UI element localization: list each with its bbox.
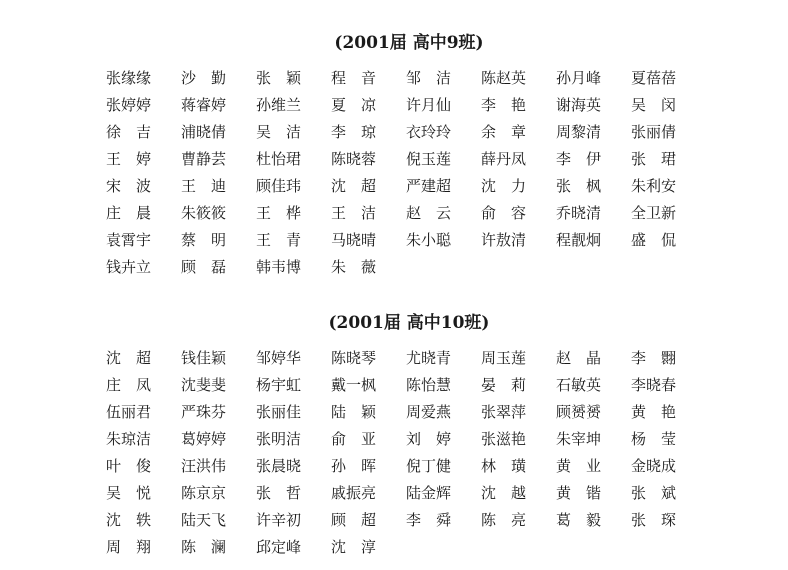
student-name: 浦晓倩 <box>181 123 227 141</box>
student-name: 李 舜 <box>406 511 452 529</box>
student-name: 乔晓清 <box>556 204 602 222</box>
student-name: 张 珺 <box>631 150 677 168</box>
student-name: 朱利安 <box>631 177 677 195</box>
student-name: 顾佳玮 <box>256 177 302 195</box>
student-name: 沈 力 <box>481 177 527 195</box>
student-name: 钱卉立 <box>106 258 152 276</box>
student-name: 许辛初 <box>256 511 302 529</box>
student-name: 陈赵英 <box>481 69 527 87</box>
student-name: 张 哲 <box>256 484 302 502</box>
student-name: 程 音 <box>331 69 377 87</box>
class-section-9 <box>106 30 706 281</box>
student-name: 林 璜 <box>481 457 527 475</box>
student-name: 孙 晖 <box>331 457 377 475</box>
student-name: 沈 轶 <box>106 511 152 529</box>
student-name: 邹婷华 <box>256 349 302 367</box>
student-name: 沈斐斐 <box>181 376 227 394</box>
student-name: 张丽佳 <box>256 403 302 421</box>
student-name: 尤晓青 <box>406 349 452 367</box>
student-name: 倪玉莲 <box>406 150 452 168</box>
student-name: 李晓春 <box>631 376 677 394</box>
student-name: 陈晓琴 <box>331 349 377 367</box>
student-name: 葛婷婷 <box>181 430 227 448</box>
student-name: 庄 凤 <box>106 376 152 394</box>
student-name: 周爱燕 <box>406 403 452 421</box>
student-name: 陈怡慧 <box>406 376 452 394</box>
student-name: 韩韦博 <box>256 258 302 276</box>
student-name: 朱小聪 <box>406 231 452 249</box>
student-name: 张滋艳 <box>481 430 527 448</box>
student-name: 顾赟赟 <box>556 403 602 421</box>
student-name: 许敖清 <box>481 231 527 249</box>
student-name: 戚振亮 <box>331 484 377 502</box>
student-name: 夏 凉 <box>331 96 377 114</box>
student-name: 杨 莹 <box>631 430 677 448</box>
student-name: 徐 吉 <box>106 123 152 141</box>
student-name: 王 婷 <box>106 150 152 168</box>
section-title: (2001届 高中9班) <box>334 33 484 53</box>
student-name: 李 伊 <box>556 150 602 168</box>
student-name: 晏 莉 <box>481 376 527 394</box>
class-section-10 <box>106 310 706 561</box>
student-name: 沈 超 <box>106 349 152 367</box>
student-name: 蒋睿婷 <box>181 96 227 114</box>
student-name: 陆金辉 <box>406 484 452 502</box>
student-name: 沈 超 <box>331 177 377 195</box>
student-name: 黄 锴 <box>556 484 602 502</box>
student-name: 朱琼洁 <box>106 430 152 448</box>
student-name: 蔡 明 <box>181 231 227 249</box>
student-name: 吴 洁 <box>256 123 302 141</box>
student-name: 沙 勤 <box>181 69 227 87</box>
student-name: 孙月峰 <box>556 69 602 87</box>
student-name: 戴一枫 <box>331 376 377 394</box>
student-name: 许月仙 <box>406 96 452 114</box>
student-name: 李 艳 <box>481 96 527 114</box>
name-grid <box>106 65 706 281</box>
student-name: 程靓炯 <box>556 231 602 249</box>
student-name: 张 枫 <box>556 177 602 195</box>
student-name: 曹静芸 <box>181 150 227 168</box>
student-name: 汪洪伟 <box>181 457 227 475</box>
student-name: 王 桦 <box>256 204 302 222</box>
name-grid <box>106 345 706 561</box>
student-name: 伍丽君 <box>106 403 152 421</box>
section-title: (2001届 高中10班) <box>328 313 490 333</box>
student-name: 全卫新 <box>631 204 677 222</box>
student-name: 周黎清 <box>556 123 602 141</box>
student-name: 朱 薇 <box>331 258 377 276</box>
student-name: 朱宰坤 <box>556 430 602 448</box>
student-name: 张翠萍 <box>481 403 527 421</box>
student-name: 沈 越 <box>481 484 527 502</box>
student-name: 王 洁 <box>331 204 377 222</box>
student-name: 周 翔 <box>106 538 152 556</box>
student-name: 金晓成 <box>631 457 677 475</box>
student-name: 俞 容 <box>481 204 527 222</box>
student-name: 夏蓓蓓 <box>631 69 677 87</box>
student-name: 谢海英 <box>556 96 602 114</box>
student-name: 石敏英 <box>556 376 602 394</box>
student-name: 葛 毅 <box>556 511 602 529</box>
student-name: 孙维兰 <box>256 96 302 114</box>
student-name: 沈 淳 <box>331 538 377 556</box>
student-name: 杜怡珺 <box>256 150 302 168</box>
student-name: 张 颖 <box>256 69 302 87</box>
student-name: 吴 悦 <box>106 484 152 502</box>
student-name: 宋 波 <box>106 177 152 195</box>
student-name: 衣玲玲 <box>406 123 452 141</box>
student-name: 朱筱筱 <box>181 204 227 222</box>
student-name: 张婷婷 <box>106 96 152 114</box>
student-name: 张明洁 <box>256 430 302 448</box>
student-name: 陆 颖 <box>331 403 377 421</box>
student-name: 俞 亚 <box>331 430 377 448</box>
student-name: 袁霄宇 <box>106 231 152 249</box>
student-name: 黄 艳 <box>631 403 677 421</box>
student-name: 陆天飞 <box>181 511 227 529</box>
student-name: 周玉莲 <box>481 349 527 367</box>
student-name: 刘 婷 <box>406 430 452 448</box>
student-name: 叶 俊 <box>106 457 152 475</box>
student-name: 吴 闵 <box>631 96 677 114</box>
student-name: 李 琼 <box>331 123 377 141</box>
student-name: 邹 洁 <box>406 69 452 87</box>
student-name: 李 翾 <box>631 349 677 367</box>
student-name: 顾 超 <box>331 511 377 529</box>
student-name: 王 青 <box>256 231 302 249</box>
student-name: 陈晓蓉 <box>331 150 377 168</box>
student-name: 陈京京 <box>181 484 227 502</box>
student-name: 盛 侃 <box>631 231 677 249</box>
student-name: 赵 云 <box>406 204 452 222</box>
student-name: 严珠芬 <box>181 403 227 421</box>
student-name: 王 迪 <box>181 177 227 195</box>
student-name: 余 章 <box>481 123 527 141</box>
student-name: 陈 澜 <box>181 538 227 556</box>
student-name: 张 琛 <box>631 511 677 529</box>
student-name: 杨宇虹 <box>256 376 302 394</box>
student-name: 张丽倩 <box>631 123 677 141</box>
student-name: 马晓晴 <box>331 231 377 249</box>
student-name: 庄 晨 <box>106 204 152 222</box>
student-name: 邱定峰 <box>256 538 302 556</box>
student-name: 赵 晶 <box>556 349 602 367</box>
student-name: 倪丁健 <box>406 457 452 475</box>
student-name: 黄 业 <box>556 457 602 475</box>
student-name: 薛丹凤 <box>481 150 527 168</box>
student-name: 张 斌 <box>631 484 677 502</box>
student-name: 张缘缘 <box>106 69 152 87</box>
student-name: 陈 亮 <box>481 511 527 529</box>
student-name: 钱佳颖 <box>181 349 227 367</box>
student-name: 顾 磊 <box>181 258 227 276</box>
student-name: 严建超 <box>406 177 452 195</box>
student-name: 张晨晓 <box>256 457 302 475</box>
